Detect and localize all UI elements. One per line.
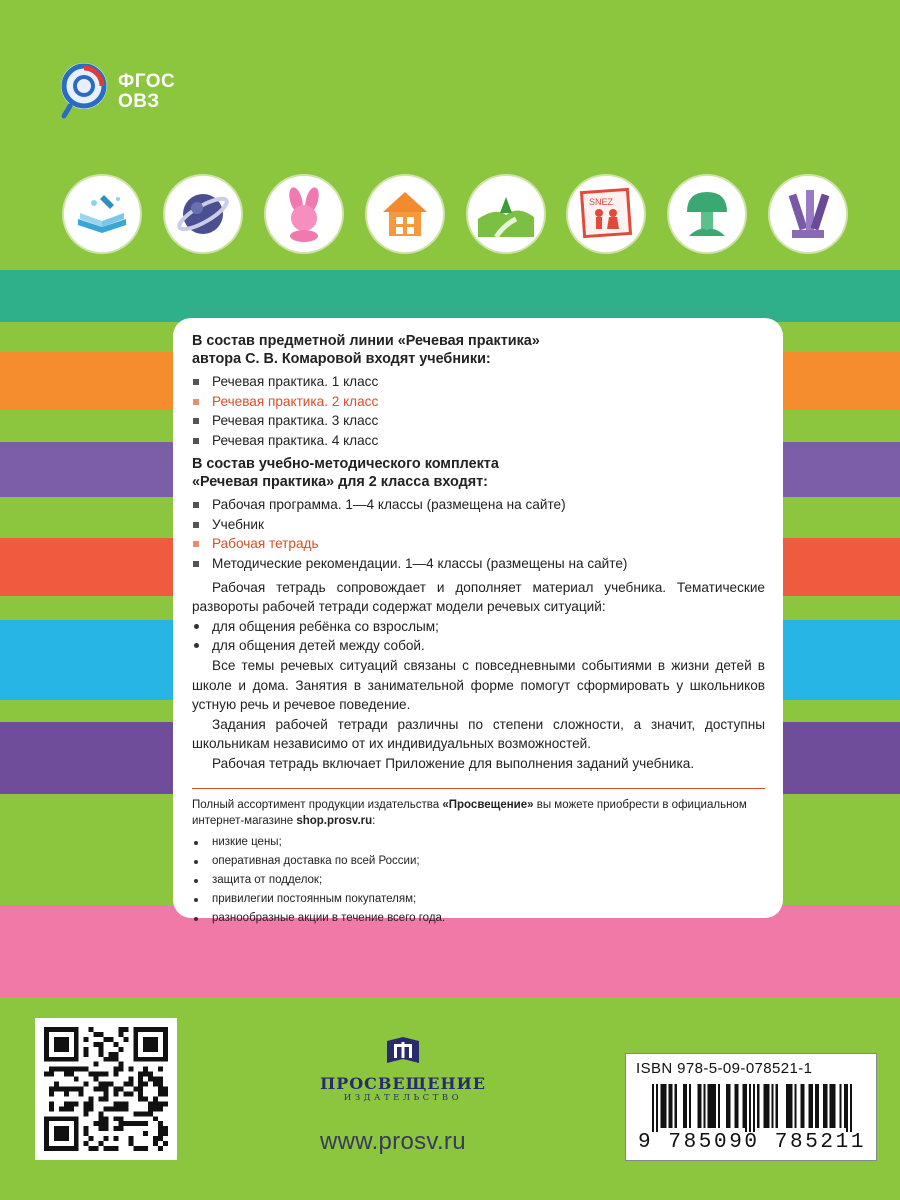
list-item: оперативная доставка по всей России; (192, 852, 765, 871)
line-heading-2b: «Речевая практика» для 2 класса входят: (192, 473, 488, 490)
publisher-logo (318, 1035, 488, 1103)
list-item: Учебник (192, 515, 765, 535)
fgos-ovz-logo (60, 58, 200, 120)
paragraph-2: Все темы речевых ситуаций связаны с повседневными событиями в жизни детей в школе и дома. Занятия в занимательной форме помогут сформировать у школьников устную речь и речевое поведение. (192, 658, 765, 713)
landscape-icon (466, 174, 546, 254)
publisher-subtitle: ИЗДАТЕЛЬСТВО (343, 1093, 463, 1103)
shop-text-mid: вы можете приобрести в официальном интернет-магазине (192, 798, 747, 828)
paragraph-1: Рабочая тетрадь сопровождает и дополняет материал учебника. Тематические развороты рабочей тетради содержат модели речевых ситуаций: (192, 579, 765, 615)
mushroom-icon (667, 174, 747, 254)
fgos-emblem-icon (60, 58, 112, 120)
bunny-icon (264, 174, 344, 254)
list-item: Методические рекомендации. 1—4 классы (размещены на сайте) (192, 554, 765, 574)
publisher-name: ПРОСВЕЩЕНИЕ (320, 1074, 486, 1093)
shop-text-end: : (372, 815, 376, 828)
isbn-barcode (625, 1053, 877, 1161)
qr-code-icon (44, 1027, 168, 1151)
isbn-label: ISBN 978-5-09-078521-1 (636, 1060, 813, 1077)
barcode-digits: 9 785090 785211 (637, 1131, 867, 1154)
list-item: Рабочая программа. 1—4 классы (размещена на сайте) (192, 495, 765, 515)
list-item: разнообразные акции в течение всего года. (192, 909, 765, 928)
children-icon (566, 174, 646, 254)
list-item: низкие цены; (192, 833, 765, 852)
info-card (173, 318, 783, 925)
book-icon (62, 174, 142, 254)
shop-text-pre: Полный ассортимент продукции издательства (192, 798, 443, 811)
list-item: для общения ребёнка со взрослым; (192, 617, 765, 637)
svg-text:SNEZ: SNEZ (589, 197, 614, 207)
list-item-highlighted: Речевая практика. 2 класс (192, 392, 765, 412)
list-item: Речевая практика. 1 класс (192, 372, 765, 392)
planet-icon (163, 174, 243, 254)
line-heading-1a: В состав предметной линии «Речевая практика» (192, 333, 540, 349)
barcode-icon (652, 1084, 852, 1132)
list-item-highlighted: Рабочая тетрадь (192, 534, 765, 554)
stripe-teal (0, 270, 900, 322)
line-heading-2a: В состав учебно-методического комплекта (192, 455, 499, 472)
qr-code[interactable] (35, 1018, 177, 1160)
shop-brand: «Просвещение» (442, 798, 534, 811)
publisher-emblem-icon (385, 1035, 421, 1065)
list-item: Речевая практика. 3 класс (192, 411, 765, 431)
divider (192, 788, 765, 789)
paragraph-3: Задания рабочей тетради различны по степени сложности, а значит, доступны школьникам независимо от их индивидуальных возможностей. (192, 716, 765, 752)
list-item: для общения детей между собой. (192, 636, 765, 656)
list-item: защита от подделок; (192, 871, 765, 890)
textbook-list (192, 372, 765, 451)
logo-line1: ФГОС (118, 71, 176, 92)
shop-paragraph (192, 797, 765, 830)
paragraph-4: Рабочая тетрадь включает Приложение для выполнения заданий учебника. (212, 755, 695, 771)
kit-list (192, 495, 765, 574)
logo-line2: ОВЗ (118, 91, 160, 112)
list-item: привилегии постоянным покупателям; (192, 890, 765, 909)
shop-url-link[interactable]: shop.prosv.ru (296, 815, 373, 828)
situation-list (192, 617, 765, 656)
line-heading-1b: автора С. В. Комаровой входят учебники: (192, 351, 491, 367)
list-item: Речевая практика. 4 класс (192, 431, 765, 451)
pencils-icon (768, 174, 848, 254)
house-icon (365, 174, 445, 254)
publisher-website-link[interactable]: www.prosv.ru (320, 1128, 466, 1155)
shop-benefits-list (192, 833, 765, 929)
